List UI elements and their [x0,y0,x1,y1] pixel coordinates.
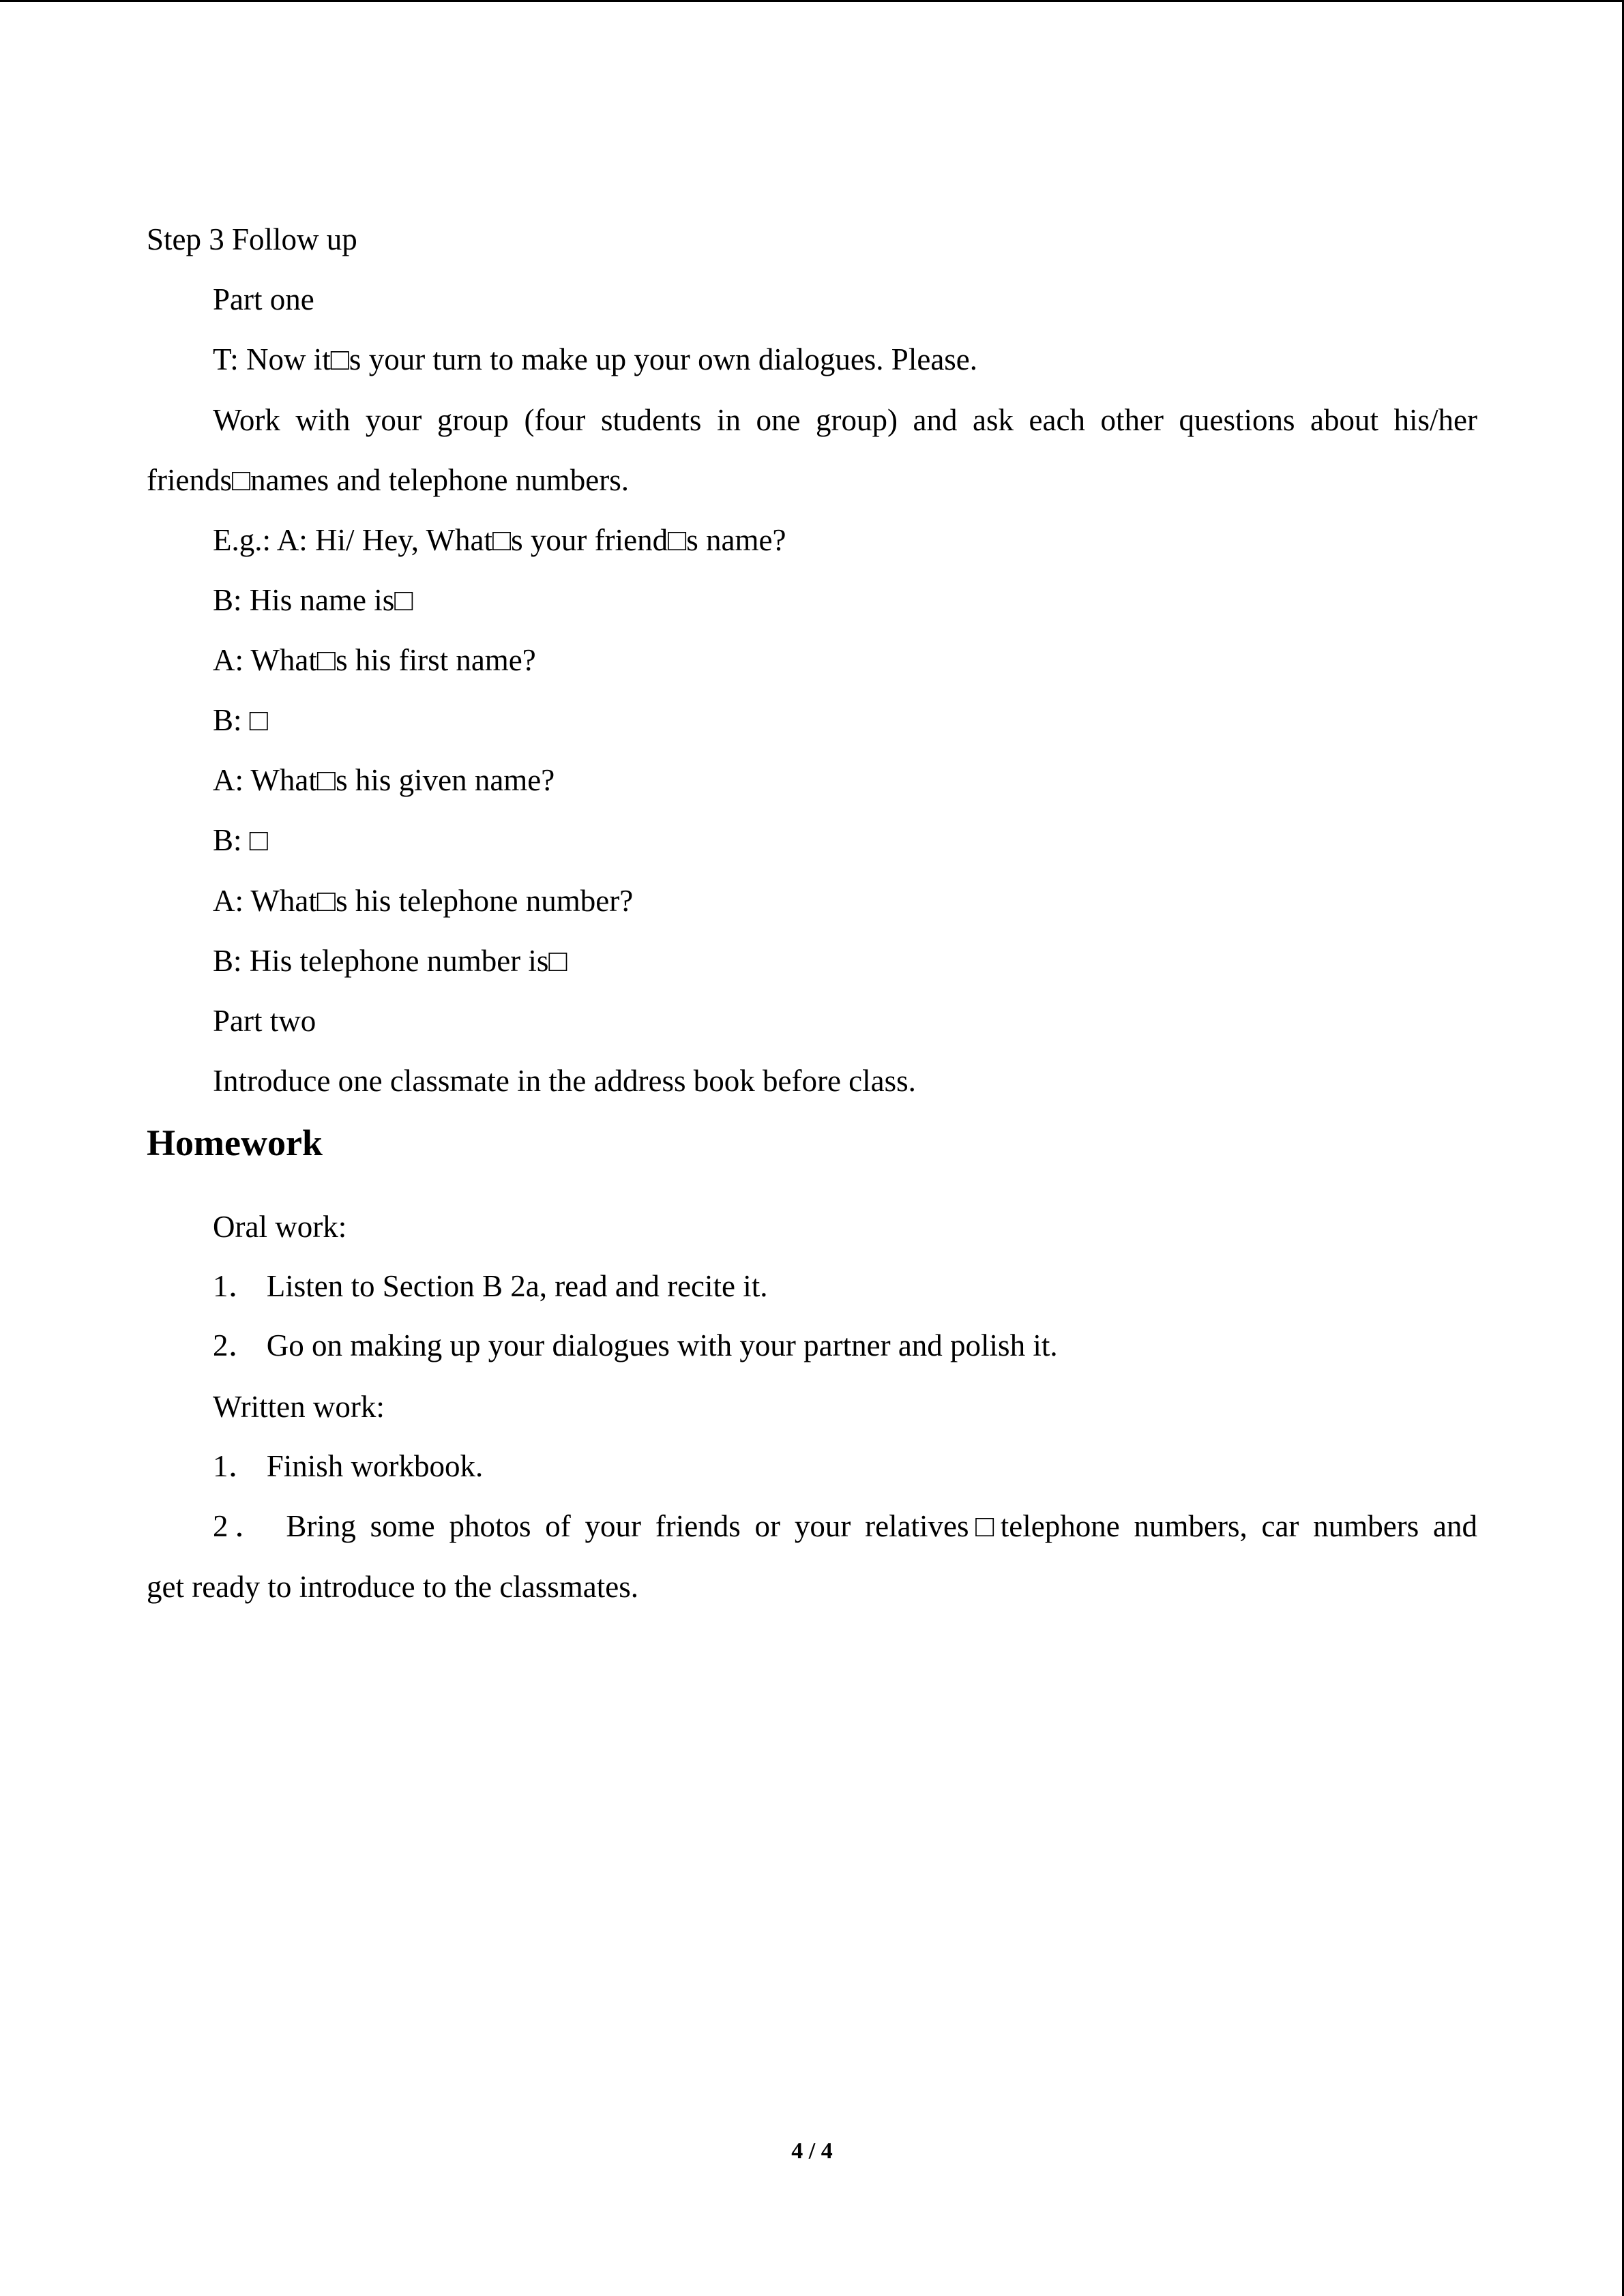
part-two-text: Introduce one classmate in the address book before class. [213,1064,916,1098]
written-work-label: Written work: [213,1390,385,1424]
dialogue-line: B: □ [213,823,268,857]
page-number: 4 / 4 [791,2138,833,2164]
oral-work-item: 2． Go on making up your dialogues with your partner and polish it. [213,1328,1058,1362]
homework-heading: Homework [147,1122,323,1163]
dialogue-line: A: What□s his first name? [213,643,536,677]
written-work-item-2-line-2: get ready to introduce to the classmates. [147,1570,639,1604]
written-work-item: 1． Finish workbook. [213,1449,484,1483]
dialogue-line: B: His telephone number is□ [213,944,567,978]
dialogue-line: A: What□s his given name? [213,763,555,797]
step3-title: Step 3 Follow up [147,222,357,256]
teacher-line: T: Now it□s your turn to make up your own dialogues. Please. [213,342,978,376]
dialogue-line: B: □ [213,703,268,737]
instruction-line-2: friends□names and telephone numbers. [147,463,629,497]
oral-work-item: 1． Listen to Section B 2a, read and recite it. [213,1269,768,1303]
part-one-label: Part one [213,282,314,316]
written-work-item-2-line-1: 2． Bring some photos of your friends or your relatives□telephone numbers, car numbers and [213,1509,1477,1543]
dialogue-line: A: What□s his telephone number? [213,884,634,918]
oral-work-label: Oral work: [213,1210,347,1244]
dialogue-line: B: His name is□ [213,583,413,617]
dialogue-line: E.g.: A: Hi/ Hey, What□s your friend□s name? [213,523,786,557]
instruction-line-1: Work with your group (four students in one group) and ask each other questions about his/her [213,403,1477,437]
part-two-label: Part two [213,1004,316,1038]
